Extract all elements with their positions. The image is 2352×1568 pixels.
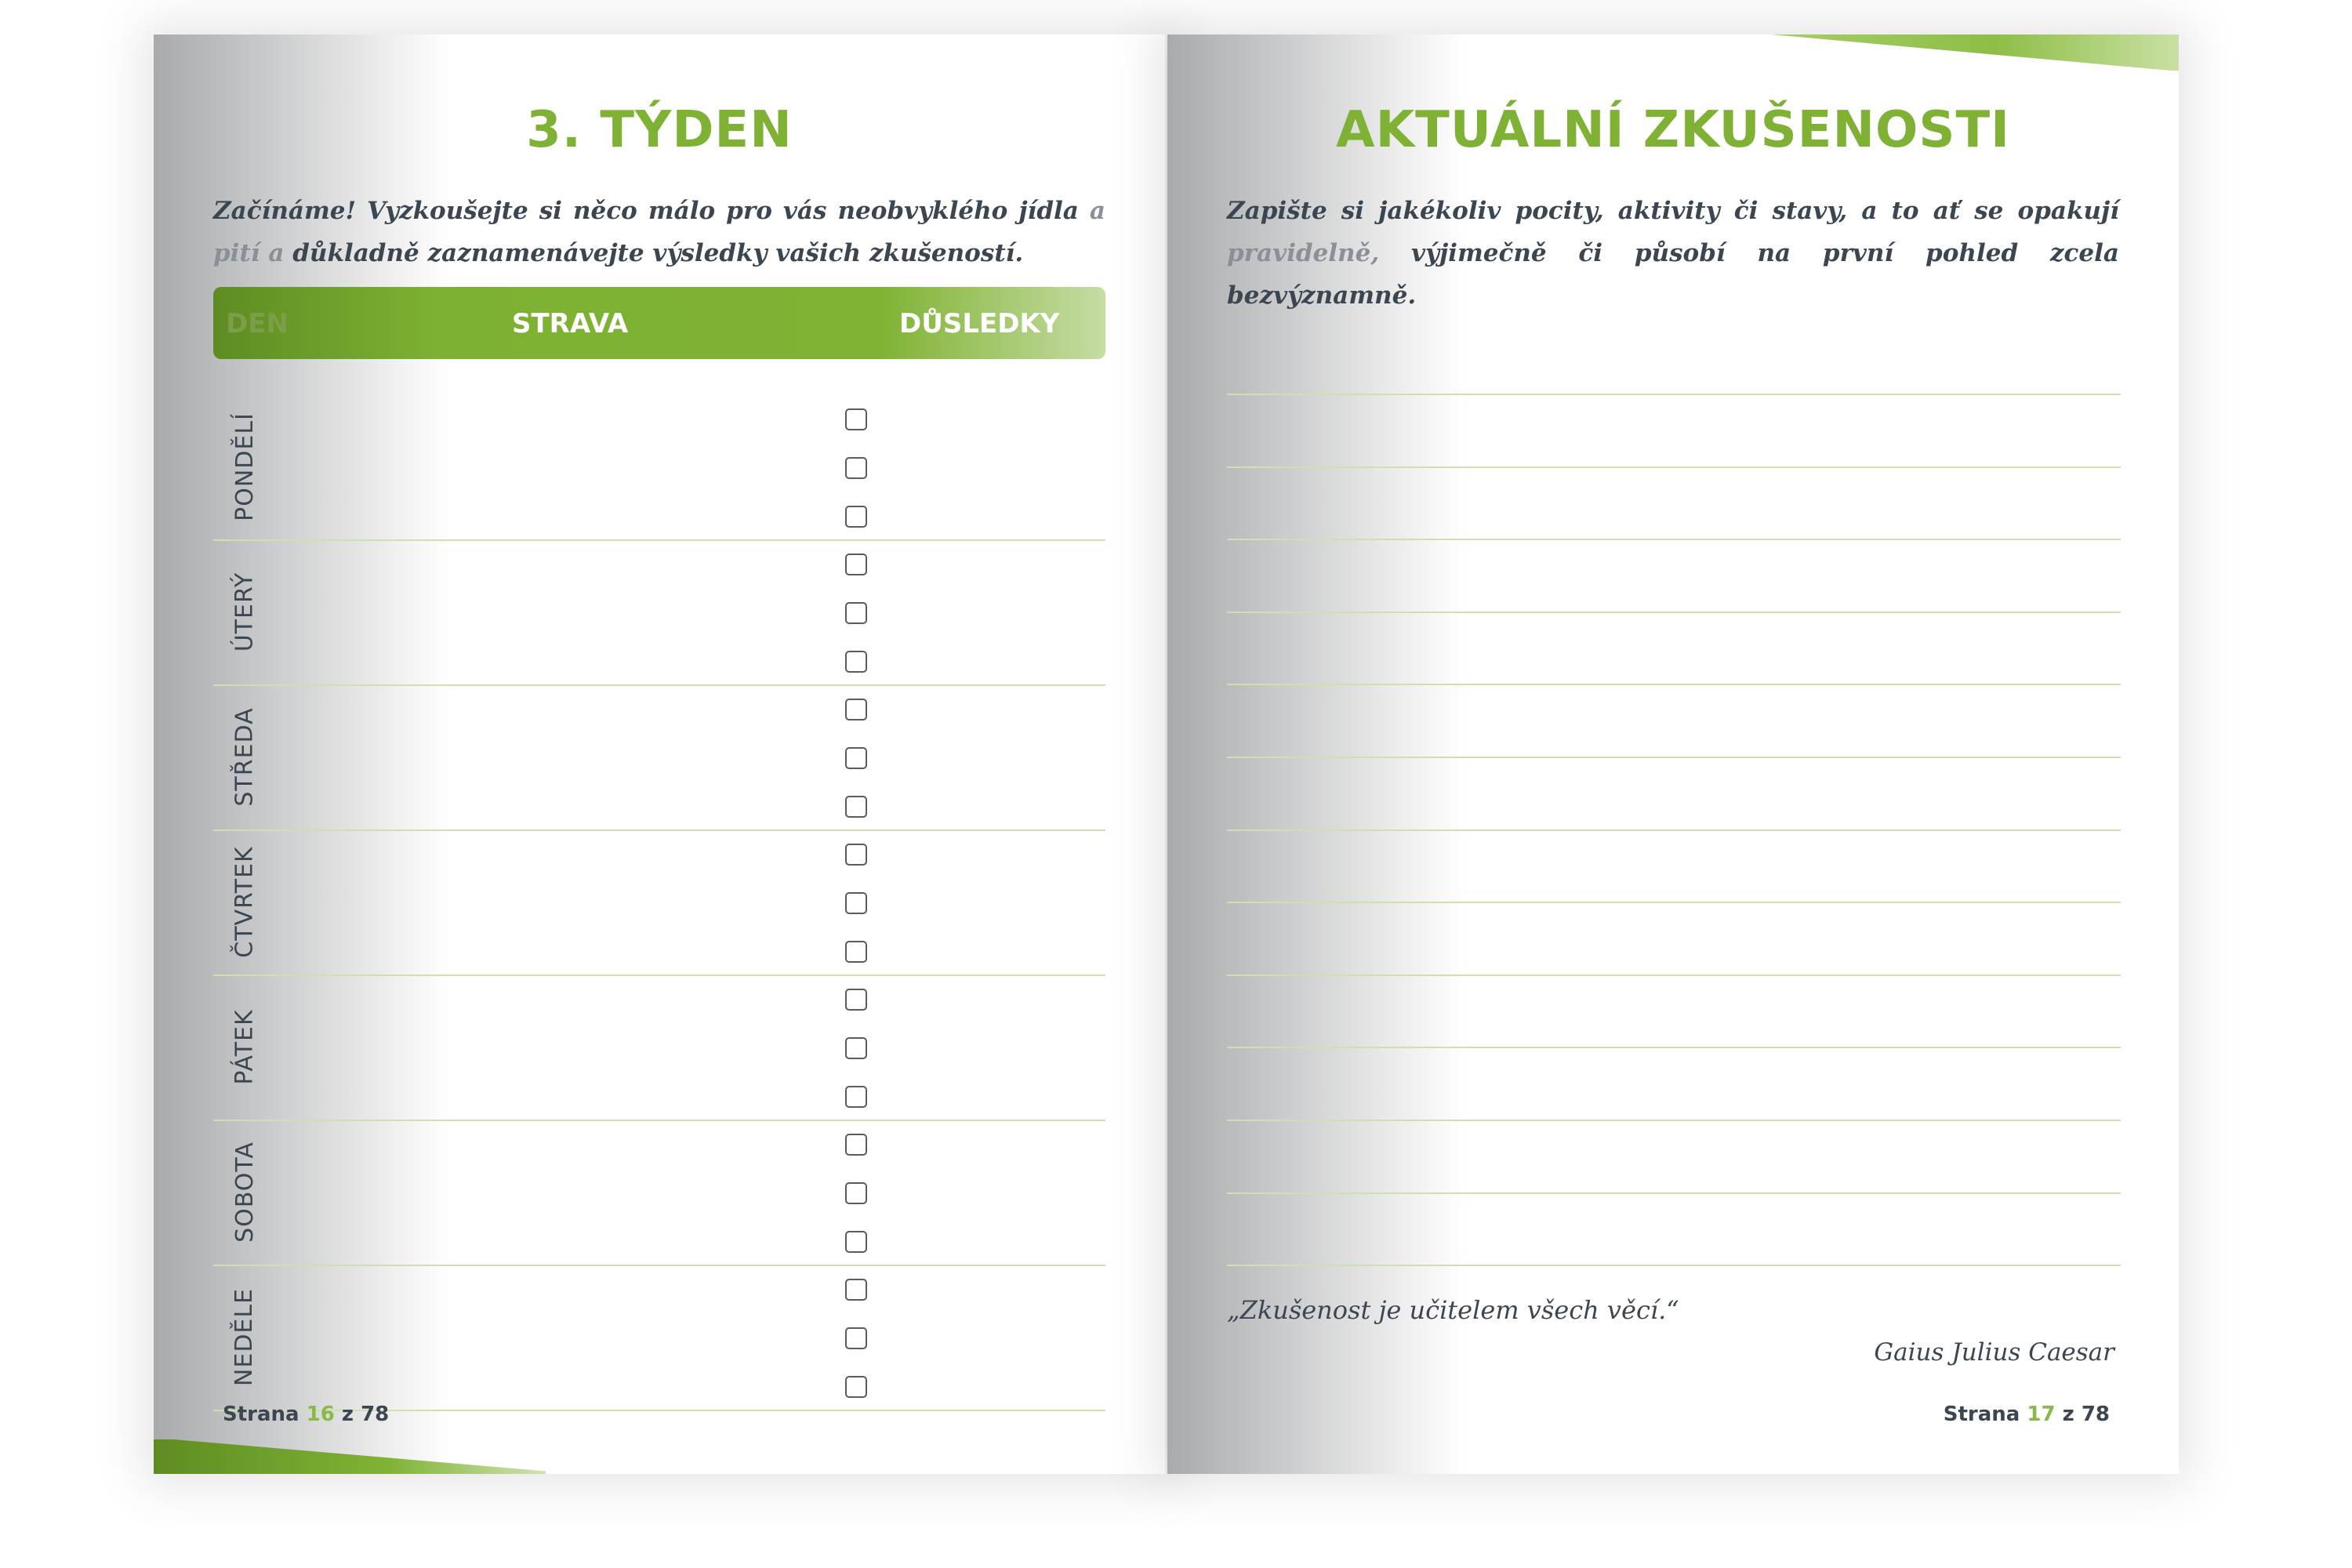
header-day: DEN (226, 308, 289, 339)
quote-author: Gaius Julius Caesar (1874, 1338, 2114, 1367)
result-checkbox[interactable] (845, 506, 867, 528)
page-number (223, 1403, 389, 1426)
writing-line[interactable] (1227, 1265, 2121, 1266)
intro-main: Začínáme! Vyzkoušejte si něco málo pro vás neobvyklého jídla (213, 197, 1079, 225)
decorative-swoosh (1771, 34, 2179, 71)
decorative-swoosh (154, 1439, 546, 1474)
result-checkbox[interactable] (845, 408, 867, 430)
page-title: AKTUÁLNÍ ZKUŠENOSTI (1336, 101, 2010, 159)
page-number-separator: z (341, 1403, 354, 1426)
day-label (229, 975, 260, 1120)
day-label-text: PONDĚLÍ (230, 412, 259, 521)
result-checkbox[interactable] (845, 602, 867, 624)
result-checkbox[interactable] (845, 1327, 867, 1349)
intro-text (1227, 190, 2119, 317)
result-checkbox[interactable] (845, 699, 867, 720)
day-label-text: STŘEDA (230, 707, 259, 807)
day-row (213, 684, 1105, 831)
intro-end: důkladně zaznamenávejte výsledky vašich zkušeností. (292, 239, 1024, 267)
writing-line[interactable] (1227, 1120, 2121, 1121)
page-number-total: 78 (361, 1403, 390, 1426)
result-checkbox[interactable] (845, 747, 867, 769)
day-row (213, 829, 1105, 976)
day-label (229, 1120, 260, 1265)
result-checkbox[interactable] (845, 1037, 867, 1059)
result-checkbox[interactable] (845, 457, 867, 479)
day-label (229, 539, 260, 684)
day-row (213, 975, 1105, 1121)
writing-line[interactable] (1227, 612, 2121, 613)
writing-line[interactable] (1227, 1192, 2121, 1194)
writing-line[interactable] (1227, 902, 2121, 903)
quote: „Zkušenost je učitelem všech věcí.“ (1227, 1295, 1679, 1325)
intro-muted: a pití a (213, 197, 1105, 267)
page-number (1944, 1403, 2110, 1426)
result-checkbox[interactable] (845, 989, 867, 1011)
result-checkbox[interactable] (845, 796, 867, 818)
day-label-text: ČTVRTEK (230, 846, 259, 958)
right-page (1167, 34, 2179, 1474)
day-label-text: NEDĚLE (230, 1287, 259, 1387)
result-checkbox[interactable] (845, 1279, 867, 1301)
writing-line[interactable] (1227, 394, 2121, 395)
result-checkbox[interactable] (845, 1376, 867, 1398)
day-row (213, 539, 1105, 686)
day-label (229, 394, 260, 539)
result-checkbox[interactable] (845, 1134, 867, 1156)
intro-muted: pravidelně, (1227, 239, 1380, 267)
result-checkbox[interactable] (845, 892, 867, 914)
writing-line[interactable] (1227, 466, 2121, 468)
day-label-text: ÚTERÝ (230, 572, 259, 652)
result-checkbox[interactable] (845, 1182, 867, 1204)
intro-end: výjimečně či působí na první pohled zcela bezvýznamně. (1227, 239, 2119, 310)
writing-line[interactable] (1227, 684, 2121, 685)
result-checkbox[interactable] (845, 554, 867, 575)
day-row (213, 394, 1105, 541)
result-checkbox[interactable] (845, 651, 867, 673)
result-checkbox[interactable] (845, 1231, 867, 1253)
writing-line[interactable] (1227, 757, 2121, 758)
page-title: 3. TÝDEN (526, 101, 793, 159)
page-number-separator: z (2062, 1403, 2074, 1426)
result-checkbox[interactable] (845, 941, 867, 963)
day-row (213, 1265, 1105, 1411)
intro-text (213, 190, 1105, 274)
header-food: STRAVA (512, 308, 629, 339)
page-number-current: 16 (306, 1403, 335, 1426)
day-label (229, 684, 260, 829)
page-number-current: 17 (2027, 1403, 2056, 1426)
intro-main: Zapište si jakékoliv pocity, aktivity či stavy, a to ať se opakují (1227, 197, 2119, 225)
page-number-prefix: Strana (223, 1403, 299, 1426)
day-label-text: PÁTEK (230, 1009, 259, 1085)
writing-line[interactable] (1227, 829, 2121, 831)
writing-line[interactable] (1227, 975, 2121, 976)
day-label (229, 1265, 260, 1410)
table-header (213, 287, 1105, 359)
day-label (229, 829, 260, 975)
header-result: DŮSLEDKY (899, 308, 1060, 339)
day-row (213, 1120, 1105, 1266)
result-checkbox[interactable] (845, 1086, 867, 1108)
page-number-total: 78 (2081, 1403, 2110, 1426)
result-checkbox[interactable] (845, 844, 867, 866)
day-label-text: SOBOTA (230, 1142, 259, 1243)
writing-line[interactable] (1227, 539, 2121, 540)
left-page (154, 34, 1165, 1474)
writing-line[interactable] (1227, 1047, 2121, 1048)
page-number-prefix: Strana (1943, 1403, 2020, 1426)
